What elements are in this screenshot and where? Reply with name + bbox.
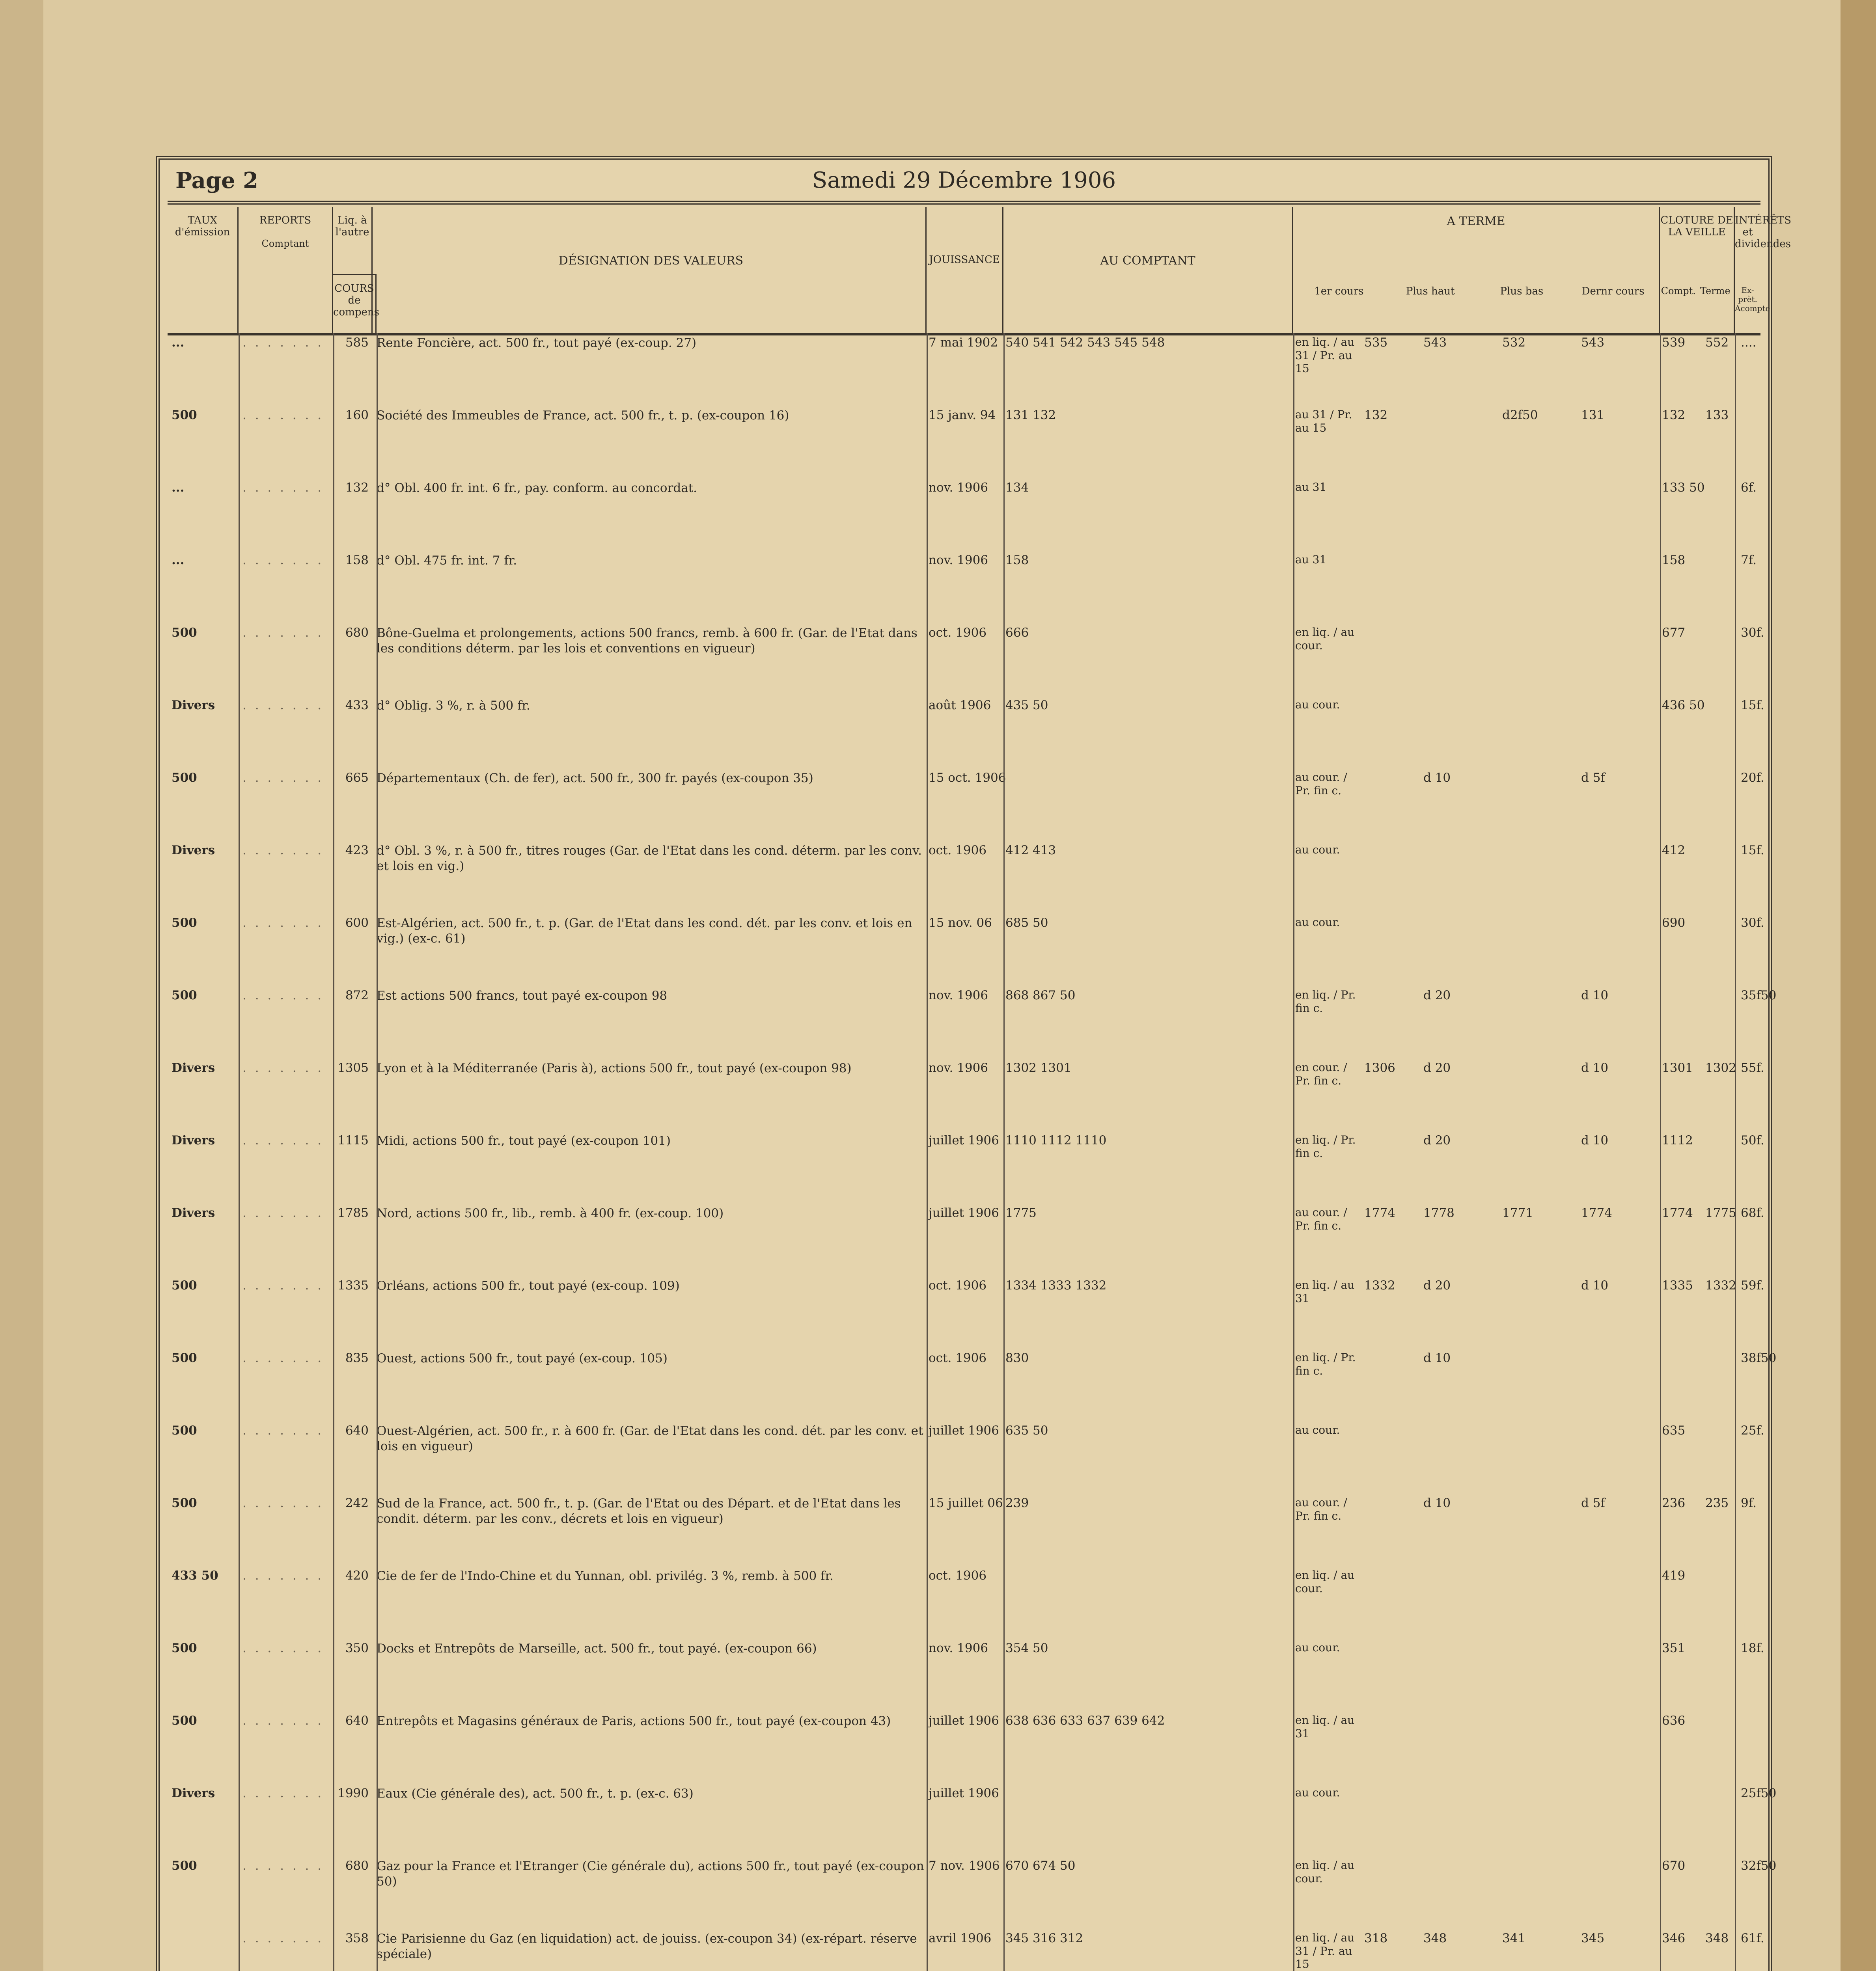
dividend-date: oct. 1906 xyxy=(929,843,987,857)
cloture-compt: 539 xyxy=(1662,335,1686,350)
report-dots: . . . . . . . xyxy=(242,481,324,495)
cash-prices: 412 413 xyxy=(1005,843,1056,857)
report-dots: . . . . . . . xyxy=(242,1569,324,1583)
dividend: 35f50 xyxy=(1741,988,1777,1002)
dividend: 38f50 xyxy=(1741,1351,1777,1365)
table-row xyxy=(168,1641,1764,1714)
compensation-price: 160 xyxy=(345,408,369,422)
compensation-price: 1785 xyxy=(338,1206,369,1220)
emission-rate: Divers xyxy=(172,1061,215,1075)
settlement-mode: au cour. xyxy=(1295,698,1340,711)
settlement-mode: au cour. xyxy=(1295,1786,1340,1799)
security-name: Lyon et à la Méditerranée (Paris à), actions 500 fr., tout payé (ex-coupon 98) xyxy=(377,1061,852,1075)
cloture-compt: 1335 xyxy=(1662,1278,1693,1293)
security-name: Est actions 500 francs, tout payé ex-coupon 98 xyxy=(377,989,668,1003)
table-row xyxy=(168,408,1760,481)
cash-prices: 1775 xyxy=(1005,1206,1037,1220)
emission-rate: 500 xyxy=(172,1859,197,1873)
dividend-date: 15 oct. 1906 xyxy=(929,771,1006,785)
rule xyxy=(377,333,378,1971)
security-name: Bône-Guelma et prolongements, actions 500 francs, remb. à 600 fr. (Gar. de l'Etat dans les conditions déterm. par les lois et conventions en vigueur) xyxy=(377,626,917,656)
cash-prices: 131 132 xyxy=(1005,408,1056,422)
report-dots: . . . . . . . xyxy=(242,988,324,1002)
page-date: Samedi 29 Décembre 1906 xyxy=(812,168,1116,193)
emission-rate: 433 50 xyxy=(172,1569,218,1583)
col-reports: REPORTS Comptant xyxy=(239,207,333,333)
table-row xyxy=(168,1351,1777,1423)
col-a-terme: A TERME 1er cours Plus haut Plus bas Dernr cours xyxy=(1293,207,1660,333)
table-row xyxy=(168,1133,1764,1206)
dividend: 18f. xyxy=(1741,1641,1764,1655)
cloture-compt: 1301 xyxy=(1662,1061,1693,1075)
emission-rate: Divers xyxy=(172,1133,215,1148)
security-name: Société des Immeubles de France, act. 500 fr., t. p. (ex-coupon 16) xyxy=(377,408,789,423)
dividend: 61f. xyxy=(1741,1931,1764,1945)
col-ex-pret: Ex-prèt. xyxy=(1738,285,1757,304)
cash-prices: 666 xyxy=(1005,626,1029,640)
dividend: 55f. xyxy=(1741,1061,1764,1075)
settlement-mode: au 31 xyxy=(1295,481,1327,494)
dividend: 32f50 xyxy=(1741,1859,1777,1873)
cash-prices: 1110 1112 1110 xyxy=(1005,1133,1107,1148)
cash-prices: 1302 1301 xyxy=(1005,1061,1072,1075)
settlement-mode: au cour. xyxy=(1295,1641,1340,1654)
table-row xyxy=(168,1278,1764,1351)
compensation-price: 132 xyxy=(345,481,369,495)
cloture-terme: 1302 xyxy=(1705,1061,1736,1075)
emission-rate: 500 xyxy=(172,408,197,422)
plus-haut: d 10 xyxy=(1423,1496,1451,1510)
report-dots: . . . . . . . xyxy=(242,408,324,422)
settlement-mode: au cour. / Pr. fin c. xyxy=(1295,1496,1347,1522)
dividend-date: 7 mai 1902 xyxy=(929,335,998,350)
table-row xyxy=(168,626,1764,698)
compensation-price: 640 xyxy=(345,1423,369,1438)
report-dots: . . . . . . . xyxy=(242,1423,324,1438)
premier-cours: 132 xyxy=(1364,408,1388,422)
emission-rate: Divers xyxy=(172,1786,215,1800)
dernier-cours: d 10 xyxy=(1581,1278,1609,1293)
report-dots: . . . . . . . xyxy=(242,1714,324,1728)
report-dots: . . . . . . . xyxy=(242,335,324,350)
compensation-price: 600 xyxy=(345,916,369,930)
dividend-date: avril 1906 xyxy=(929,1931,992,1945)
emission-rate: ... xyxy=(172,335,185,350)
security-name: Cie de fer de l'Indo-Chine et du Yunnan, obl. privilég. 3 %, remb. à 500 fr. xyxy=(377,1569,834,1583)
dividend: 6f. xyxy=(1741,481,1757,495)
table-row xyxy=(168,1569,1760,1641)
compensation-price: 585 xyxy=(345,335,369,350)
report-dots: . . . . . . . xyxy=(242,1496,324,1510)
dividend-date: juillet 1906 xyxy=(929,1133,999,1148)
cash-prices: 354 50 xyxy=(1005,1641,1048,1655)
plus-haut: d 20 xyxy=(1423,1133,1451,1148)
table-header xyxy=(168,207,1792,335)
compensation-price: 158 xyxy=(345,553,369,567)
table-row xyxy=(168,1859,1777,1931)
table-row xyxy=(168,1931,1764,1971)
report-dots: . . . . . . . xyxy=(242,1206,324,1220)
paper-edge-right xyxy=(1841,0,1876,1971)
plus-bas: d2f50 xyxy=(1502,408,1538,422)
table-row xyxy=(168,1714,1760,1786)
settlement-mode: en liq. / Pr. fin c. xyxy=(1295,1351,1356,1377)
settlement-mode: au cour. xyxy=(1295,843,1340,856)
dividend-date: 15 nov. 06 xyxy=(929,916,992,930)
rule xyxy=(1735,333,1736,1971)
cloture-terme: 552 xyxy=(1705,335,1729,350)
emission-rate: 500 xyxy=(172,1351,197,1365)
table-row xyxy=(168,1496,1760,1569)
dividend-date: juillet 1906 xyxy=(929,1423,999,1438)
page-number: Page 2 xyxy=(175,168,259,194)
compensation-price: 1115 xyxy=(338,1133,369,1148)
cash-prices: 134 xyxy=(1005,481,1029,495)
emission-rate: ... xyxy=(172,553,185,567)
report-dots: . . . . . . . xyxy=(242,916,324,930)
newspaper-page xyxy=(156,156,1792,1971)
dividend: 15f. xyxy=(1741,698,1764,712)
col-clo-compt: Compt. xyxy=(1661,285,1696,296)
cash-prices: 830 xyxy=(1005,1351,1029,1365)
table-row xyxy=(168,1423,1764,1496)
dividend: 20f. xyxy=(1741,771,1764,785)
dividend-date: nov. 1906 xyxy=(929,481,988,495)
plus-haut: 348 xyxy=(1423,1931,1447,1945)
compensation-price: 1990 xyxy=(338,1786,369,1800)
settlement-mode: en liq. / au cour. xyxy=(1295,626,1355,652)
col-dernier-cours: Dernr cours xyxy=(1581,285,1645,297)
dernier-cours: 345 xyxy=(1581,1931,1605,1945)
premier-cours: 318 xyxy=(1364,1931,1388,1945)
settlement-mode: au cour. / Pr. fin c. xyxy=(1295,1206,1347,1232)
plus-haut: 1778 xyxy=(1423,1206,1455,1220)
security-name: Ouest-Algérien, act. 500 fr., r. à 600 fr. (Gar. de l'Etat dans les cond. dét. par les conv. et lois en vigueur) xyxy=(377,1424,923,1453)
emission-rate: 500 xyxy=(172,1714,197,1728)
compensation-price: 640 xyxy=(345,1714,369,1728)
page-header xyxy=(168,165,1760,205)
security-name: Est-Algérien, act. 500 fr., t. p. (Gar. de l'Etat dans les cond. dét. par les conv. et lois en vig.) (ex-c. 61) xyxy=(377,916,912,946)
cloture-terme: 133 xyxy=(1705,408,1729,422)
settlement-mode: au cour. / Pr. fin c. xyxy=(1295,771,1347,797)
report-dots: . . . . . . . xyxy=(242,1641,324,1655)
emission-rate: 500 xyxy=(172,1641,197,1655)
cloture-compt: 690 xyxy=(1662,916,1686,930)
plus-haut: d 10 xyxy=(1423,1351,1451,1365)
table-row xyxy=(168,481,1760,553)
col-interets: INTÉRÊTS et dividendes Ex-prèt. Acompte xyxy=(1735,214,1792,313)
cloture-compt: 133 50 xyxy=(1662,481,1705,495)
settlement-mode: en cour. / Pr. fin c. xyxy=(1295,1061,1347,1087)
emission-rate: Divers xyxy=(172,1206,215,1220)
cloture-terme: 235 xyxy=(1705,1496,1729,1510)
emission-rate: 500 xyxy=(172,988,197,1002)
report-dots: . . . . . . . xyxy=(242,626,324,640)
cloture-compt: 236 xyxy=(1662,1496,1686,1510)
report-dots: . . . . . . . xyxy=(242,1786,324,1800)
compensation-price: 350 xyxy=(345,1641,369,1655)
security-name: Départementaux (Ch. de fer), act. 500 fr., 300 fr. payés (ex-coupon 35) xyxy=(377,771,813,785)
cloture-terme: 1332 xyxy=(1705,1278,1736,1293)
rule xyxy=(239,333,240,1971)
plus-haut: d 20 xyxy=(1423,1278,1451,1293)
premier-cours: 1332 xyxy=(1364,1278,1395,1293)
table-row xyxy=(168,698,1764,771)
security-name: d° Obl. 400 fr. int. 6 fr., pay. conform. au concordat. xyxy=(377,481,697,495)
cloture-terme: 1775 xyxy=(1705,1206,1736,1220)
premier-cours: 535 xyxy=(1364,335,1388,350)
settlement-mode: en liq. / Pr. fin c. xyxy=(1295,988,1356,1015)
cash-prices: 670 674 50 xyxy=(1005,1859,1076,1873)
dernier-cours: d 5f xyxy=(1581,1496,1605,1510)
settlement-mode: en liq. / Pr. fin c. xyxy=(1295,1133,1356,1160)
cloture-compt: 436 50 xyxy=(1662,698,1705,712)
compensation-price: 680 xyxy=(345,626,369,640)
emission-rate: 500 xyxy=(172,1278,197,1293)
dernier-cours: 1774 xyxy=(1581,1206,1612,1220)
report-dots: . . . . . . . xyxy=(242,698,324,712)
cloture-compt: 1774 xyxy=(1662,1206,1693,1220)
dernier-cours: d 10 xyxy=(1581,1061,1609,1075)
emission-rate: Divers xyxy=(172,698,215,712)
dividend: 50f. xyxy=(1741,1133,1764,1148)
emission-rate: 500 xyxy=(172,771,197,785)
table-row xyxy=(168,916,1764,988)
security-name: Gaz pour la France et l'Etranger (Cie générale du), actions 500 fr., tout payé (ex-coupon 50) xyxy=(377,1859,924,1889)
report-dots: . . . . . . . xyxy=(242,843,324,857)
rule xyxy=(1293,333,1294,1971)
report-dots: . . . . . . . xyxy=(242,1278,324,1293)
compensation-price: 665 xyxy=(345,771,369,785)
security-name: d° Obl. 3 %, r. à 500 fr., titres rouges (Gar. de l'Etat dans les cond. déterm. par les conv. et lois en vig.) xyxy=(377,844,922,873)
cash-prices: 868 867 50 xyxy=(1005,988,1076,1002)
table-row xyxy=(168,771,1764,843)
dividend-date: nov. 1906 xyxy=(929,988,988,1002)
cash-prices: 345 316 312 xyxy=(1005,1931,1083,1945)
table-row xyxy=(168,335,1760,408)
dividend-date: oct. 1906 xyxy=(929,626,987,640)
settlement-mode: en liq. / au 31 xyxy=(1295,1714,1355,1740)
dividend-date: juillet 1906 xyxy=(929,1714,999,1728)
dividend-date: juillet 1906 xyxy=(929,1786,999,1800)
cloture-compt: 636 xyxy=(1662,1714,1686,1728)
plus-bas: 1771 xyxy=(1502,1206,1533,1220)
settlement-mode: en liq. / au 31 / Pr. au 15 xyxy=(1295,1931,1355,1971)
dernier-cours: d 10 xyxy=(1581,988,1609,1002)
settlement-mode: en liq. / au cour. xyxy=(1295,1859,1355,1885)
security-name: Eaux (Cie générale des), act. 500 fr., t. p. (ex-c. 63) xyxy=(377,1787,694,1801)
dividend-date: 15 juillet 06 xyxy=(929,1496,1003,1510)
col-plus-haut: Plus haut xyxy=(1406,285,1455,297)
col-acompte: Acompte xyxy=(1735,304,1770,313)
col-clo-terme: Terme xyxy=(1700,285,1731,296)
report-dots: . . . . . . . xyxy=(242,553,324,567)
rule xyxy=(333,333,334,1971)
dividend-date: août 1906 xyxy=(929,698,991,712)
dernier-cours: 543 xyxy=(1581,335,1605,350)
table-row xyxy=(168,1206,1764,1278)
col-cours: COURS de compens xyxy=(333,274,377,333)
col-taux: TAUX d'émission xyxy=(168,207,239,333)
security-name: Cie Parisienne du Gaz (en liquidation) act. de jouiss. (ex-coupon 34) (ex-répart. réserve spéciale) xyxy=(377,1932,917,1961)
dividend: 15f. xyxy=(1741,843,1764,857)
compensation-price: 680 xyxy=(345,1859,369,1873)
dividend: 30f. xyxy=(1741,626,1764,640)
dividend: 68f. xyxy=(1741,1206,1764,1220)
report-dots: . . . . . . . xyxy=(242,1931,324,1945)
col-plus-bas: Plus bas xyxy=(1500,285,1544,297)
premier-cours: 1306 xyxy=(1364,1061,1395,1075)
col-premier-cours: 1er cours xyxy=(1314,285,1364,297)
dividend-date: nov. 1906 xyxy=(929,553,988,567)
dividend: 9f. xyxy=(1741,1496,1757,1510)
security-name: Docks et Entrepôts de Marseille, act. 500 fr., tout payé. (ex-coupon 66) xyxy=(377,1641,817,1656)
rule xyxy=(927,333,928,1971)
cash-prices: 638 636 633 637 639 642 xyxy=(1005,1714,1165,1728)
dividend-date: nov. 1906 xyxy=(929,1641,988,1655)
compensation-price: 433 xyxy=(345,698,369,712)
compensation-price: 1305 xyxy=(338,1061,369,1075)
cloture-compt: 670 xyxy=(1662,1859,1686,1873)
settlement-mode: en liq. / au 31 xyxy=(1295,1278,1355,1305)
col-cloture: CLOTURE DE LA VEILLE Compt. Terme xyxy=(1660,207,1735,333)
dividend: 7f. xyxy=(1741,553,1757,567)
table-row xyxy=(168,553,1760,626)
compensation-price: 420 xyxy=(345,1569,369,1583)
security-name: Midi, actions 500 fr., tout payé (ex-coupon 101) xyxy=(377,1134,671,1148)
plus-haut: 543 xyxy=(1423,335,1447,350)
cash-prices: 685 50 xyxy=(1005,916,1048,930)
dividend-date: oct. 1906 xyxy=(929,1278,987,1293)
emission-rate: 500 xyxy=(172,916,197,930)
cloture-compt: 677 xyxy=(1662,626,1686,640)
col-designation: DÉSIGNATION DES VALEURS xyxy=(377,207,927,333)
plus-haut: d 20 xyxy=(1423,988,1451,1002)
dividend-date: oct. 1906 xyxy=(929,1351,987,1365)
cash-prices: 540 541 542 543 545 548 xyxy=(1005,335,1165,350)
table-row xyxy=(168,988,1777,1061)
dividend: 30f. xyxy=(1741,916,1764,930)
cloture-compt: 412 xyxy=(1662,843,1686,857)
cloture-compt: 1112 xyxy=(1662,1133,1693,1148)
settlement-mode: en liq. / au cour. xyxy=(1295,1569,1355,1595)
report-dots: . . . . . . . xyxy=(242,1061,324,1075)
compensation-price: 242 xyxy=(345,1496,369,1510)
table-row xyxy=(168,1061,1764,1133)
dividend-date: 7 nov. 1906 xyxy=(929,1859,1000,1873)
plus-bas: 532 xyxy=(1502,335,1526,350)
col-jouissance: JOUISSANCE xyxy=(927,207,1003,333)
dernier-cours: d 10 xyxy=(1581,1133,1609,1148)
security-name: Entrepôts et Magasins généraux de Paris, actions 500 fr., tout payé (ex-coupon 43) xyxy=(377,1714,891,1728)
rule xyxy=(1660,333,1661,1971)
cloture-compt: 351 xyxy=(1662,1641,1686,1655)
cloture-compt: 346 xyxy=(1662,1931,1686,1945)
emission-rate: 500 xyxy=(172,626,197,640)
report-dots: . . . . . . . xyxy=(242,1351,324,1365)
security-name: Sud de la France, act. 500 fr., t. p. (Gar. de l'Etat ou des Départ. et de l'Etat dans les condit. déterm. par les conv., décrets et lois en vigueur) xyxy=(377,1496,901,1526)
emission-rate: ... xyxy=(172,481,185,495)
security-name: d° Obl. 475 fr. int. 7 fr. xyxy=(377,553,517,568)
plus-haut: d 20 xyxy=(1423,1061,1451,1075)
security-name: Nord, actions 500 fr., lib., remb. à 400 fr. (ex-coup. 100) xyxy=(377,1206,724,1220)
col-au-comptant: AU COMPTANT xyxy=(1003,207,1293,333)
security-name: d° Oblig. 3 %, r. à 500 fr. xyxy=(377,699,530,713)
table-row xyxy=(168,843,1764,916)
settlement-mode: au cour. xyxy=(1295,916,1340,929)
premier-cours: 1774 xyxy=(1364,1206,1395,1220)
emission-rate: Divers xyxy=(172,843,215,857)
cash-prices: 435 50 xyxy=(1005,698,1048,712)
col-liq: Liq. à l'autre xyxy=(333,207,373,333)
dividend: 59f. xyxy=(1741,1278,1764,1293)
dividend: 25f50 xyxy=(1741,1786,1777,1800)
plus-bas: 341 xyxy=(1502,1931,1526,1945)
compensation-price: 835 xyxy=(345,1351,369,1365)
cash-prices: 239 xyxy=(1005,1496,1029,1510)
plus-haut: d 10 xyxy=(1423,771,1451,785)
cloture-terme: 348 xyxy=(1705,1931,1729,1945)
table-row xyxy=(168,1786,1777,1859)
security-name: Ouest, actions 500 fr., tout payé (ex-coup. 105) xyxy=(377,1351,668,1366)
report-dots: . . . . . . . xyxy=(242,1859,324,1873)
emission-rate: 500 xyxy=(172,1423,197,1438)
report-dots: . . . . . . . xyxy=(242,1133,324,1148)
dividend: 25f. xyxy=(1741,1423,1764,1438)
settlement-mode: en liq. / au 31 / Pr. au 15 xyxy=(1295,335,1355,375)
compensation-price: 1335 xyxy=(338,1278,369,1293)
report-dots: . . . . . . . xyxy=(242,771,324,785)
dividend-date: oct. 1906 xyxy=(929,1569,987,1583)
compensation-price: 872 xyxy=(345,988,369,1002)
quotation-table xyxy=(168,207,1792,1971)
paper-edge-left xyxy=(0,0,43,1971)
settlement-mode: au 31 / Pr. au 15 xyxy=(1295,408,1352,434)
cloture-compt: 635 xyxy=(1662,1423,1686,1438)
settlement-mode: au cour. xyxy=(1295,1423,1340,1436)
compensation-price: 423 xyxy=(345,843,369,857)
cash-prices: 635 50 xyxy=(1005,1423,1048,1438)
security-name: Orléans, actions 500 fr., tout payé (ex-coup. 109) xyxy=(377,1279,680,1293)
settlement-mode: au 31 xyxy=(1295,553,1327,566)
dividend-date: juillet 1906 xyxy=(929,1206,999,1220)
dernier-cours: d 5f xyxy=(1581,771,1605,785)
cash-prices: 1334 1333 1332 xyxy=(1005,1278,1107,1293)
emission-rate: 500 xyxy=(172,1496,197,1510)
cloture-compt: 132 xyxy=(1662,408,1686,422)
dividend-date: nov. 1906 xyxy=(929,1061,988,1075)
dividend: .... xyxy=(1741,335,1757,350)
compensation-price: 358 xyxy=(345,1931,369,1945)
rule xyxy=(1003,333,1005,1971)
dernier-cours: 131 xyxy=(1581,408,1605,422)
cloture-compt: 419 xyxy=(1662,1569,1686,1583)
cash-prices: 158 xyxy=(1005,553,1029,567)
cloture-compt: 158 xyxy=(1662,553,1686,567)
security-name: Rente Foncière, act. 500 fr., tout payé (ex-coup. 27) xyxy=(377,336,697,350)
dividend-date: 15 janv. 94 xyxy=(929,408,996,422)
